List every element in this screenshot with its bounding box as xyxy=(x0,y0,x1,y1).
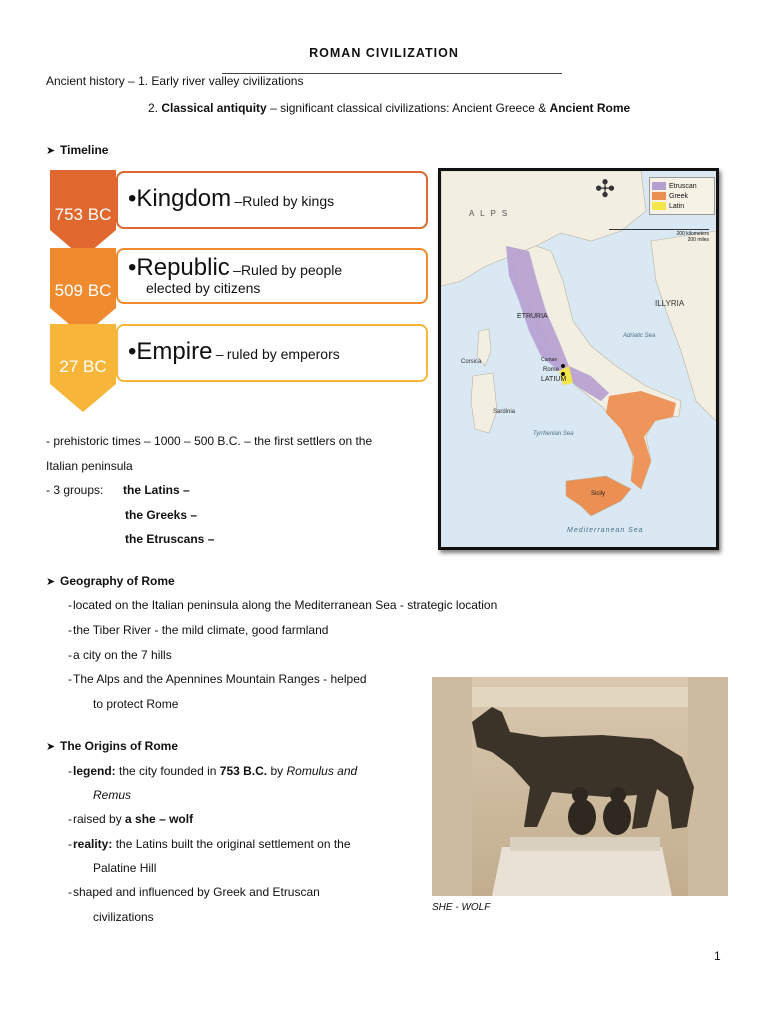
label-cumae: Cumae xyxy=(541,357,558,363)
timeline-date-753: 753 BC xyxy=(54,205,112,224)
origins-item-reality: - reality: the Latins built the original settlement on the xyxy=(68,837,351,851)
intro-line-1 xyxy=(46,73,303,89)
she-wolf-photo xyxy=(432,677,728,896)
geography-item-3: - a city on the 7 hills xyxy=(68,648,172,662)
origins-item-shaped: - shaped and influenced by Greek and Etruscan xyxy=(68,885,320,899)
timeline-heading xyxy=(46,142,108,159)
timeline-box-republic xyxy=(116,248,428,304)
origins-heading-text: The Origins of Rome xyxy=(60,739,179,753)
legend-etruscan: Etruscan xyxy=(652,182,712,190)
kingdom-label: •Kingdom xyxy=(128,185,232,212)
label-corsica: Corsica xyxy=(461,359,482,365)
classical-antiquity-label: Classical antiquity xyxy=(161,101,267,115)
she-wolf-drawing xyxy=(432,677,728,896)
ancient-rome-label: Ancient Rome xyxy=(549,101,631,115)
empire-sep: – xyxy=(215,346,224,362)
label-mediterranean: Mediterranean Sea xyxy=(567,527,644,534)
intro-item-1: 1. Early river valley civilizations xyxy=(138,74,304,88)
compass-icon: ✣ xyxy=(595,176,616,203)
photo-caption: SHE - WOLF xyxy=(432,902,491,913)
label-rome: Rome xyxy=(543,367,560,373)
legend-greek: Greek xyxy=(652,192,712,200)
timeline-box-kingdom xyxy=(116,171,428,229)
geography-heading-text: Geography of Rome xyxy=(60,574,175,588)
timeline-date-509: 509 BC xyxy=(54,281,112,300)
republic-desc-2: elected by citizens xyxy=(146,280,261,296)
geography-item-4: - The Alps and the Apennines Mountain Ranges - helped xyxy=(68,672,367,686)
origins-legend-cont: Remus xyxy=(93,788,132,802)
timeline-date-27: 27 BC xyxy=(59,357,107,376)
origins-item-legend: - legend: the city founded in 753 B.C. by Romulus and xyxy=(68,764,358,778)
timeline-heading-text: Timeline xyxy=(60,143,109,157)
kingdom-sep: – xyxy=(234,193,243,209)
label-alps: A L P S xyxy=(469,209,510,218)
label-latium: LATIUM xyxy=(541,376,567,383)
underline xyxy=(222,73,562,74)
group-etruscans: the Etruscans – xyxy=(125,532,215,546)
groups-label: - 3 groups: xyxy=(46,483,104,497)
origins-shaped-cont: civilizations xyxy=(93,910,154,924)
geography-item-1: - located on the Italian peninsula along the Mediterranean Sea - strategic location xyxy=(68,598,498,612)
label-adriatic: Adriatic Sea xyxy=(623,333,656,339)
arrow-bullet-icon: ➤ xyxy=(46,145,56,157)
empire-label: •Empire xyxy=(128,338,213,365)
origins-heading xyxy=(46,738,178,755)
arrow-bullet-icon: ➤ xyxy=(46,741,56,753)
origins-item-raised: - raised by a she – wolf xyxy=(68,812,194,826)
label-tyrrhenian: Tyrrhenian Sea xyxy=(533,431,574,437)
geography-item-2: - the Tiber River - the mild climate, good farmland xyxy=(68,623,329,637)
geography-heading xyxy=(46,573,175,590)
ancient-italy-map xyxy=(438,168,719,550)
map-legend xyxy=(649,177,715,215)
label-illyria: ILLYRIA xyxy=(655,299,685,308)
intro-item-2-num: 2. xyxy=(148,101,159,115)
page-title: ROMAN CIVILIZATION xyxy=(309,46,459,60)
page-number: 1 xyxy=(714,949,721,963)
map-scale: 200 kilometers 200 miles xyxy=(609,229,709,243)
prehistory-line-2: Italian peninsula xyxy=(46,459,133,473)
intro-line-2 xyxy=(148,100,630,116)
group-greeks: the Greeks – xyxy=(125,508,198,522)
kingdom-desc: Ruled by kings xyxy=(242,193,335,209)
intro-item-2-text: – significant classical civilizations: Ancient Greece & xyxy=(270,101,547,115)
ancient-history-label: Ancient history – xyxy=(46,74,135,88)
label-sicily: Sicily xyxy=(591,491,606,497)
republic-sep: – xyxy=(233,262,241,278)
geography-item-4-cont: to protect Rome xyxy=(93,697,179,711)
legend-latin: Latin xyxy=(652,202,712,210)
origins-reality-cont: Palatine Hill xyxy=(93,861,157,875)
prehistory-line-1: - prehistoric times – 1000 – 500 B.C. – the first settlers on the xyxy=(46,434,373,448)
republic-desc: Ruled by people xyxy=(240,262,343,278)
empire-desc: ruled by emperors xyxy=(226,346,340,362)
arrow-bullet-icon: ➤ xyxy=(46,576,56,588)
group-latins: the Latins – xyxy=(123,483,190,497)
label-sardinia: Sardinia xyxy=(493,409,516,415)
timeline-box-empire xyxy=(116,324,428,382)
map-drawing xyxy=(441,171,716,547)
label-etruria: ETRURIA xyxy=(517,313,548,320)
republic-label: •Republic xyxy=(128,254,230,281)
